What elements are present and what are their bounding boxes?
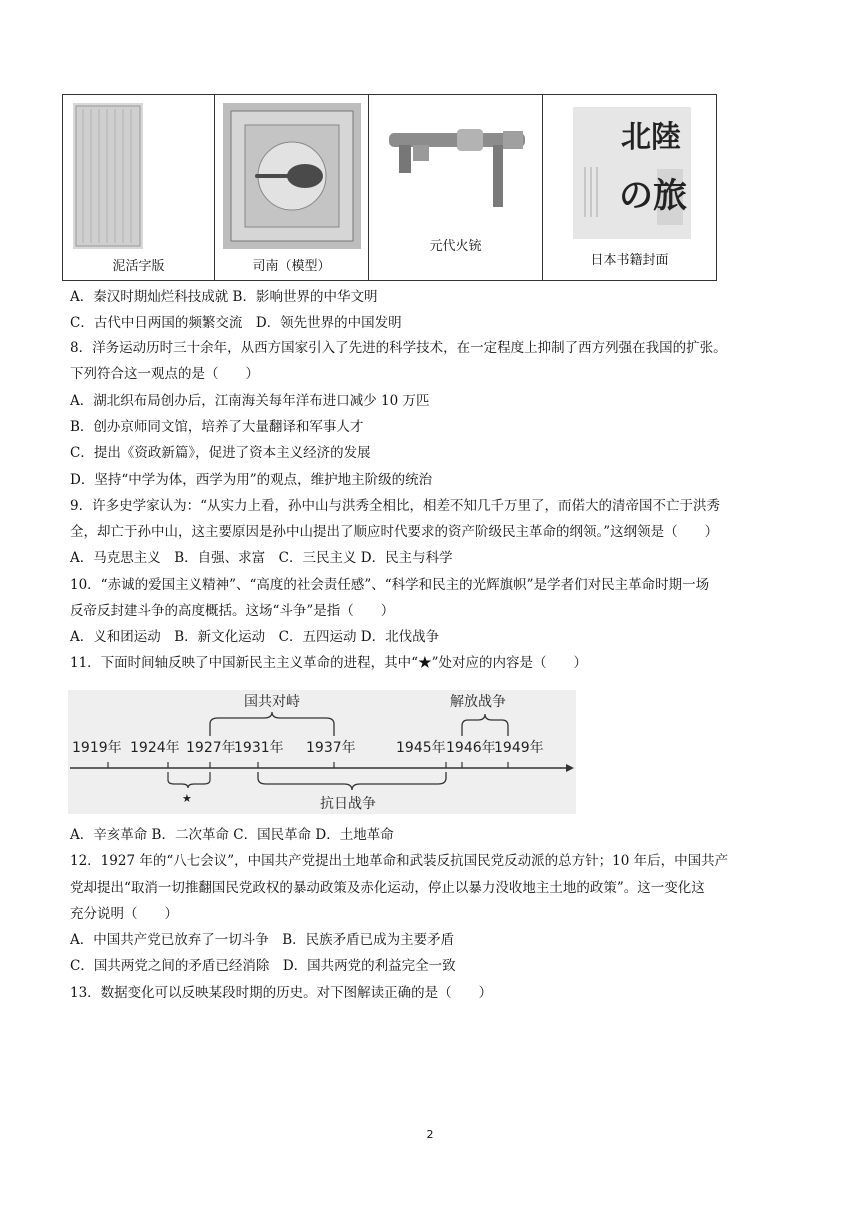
year-label-1945: 1945年 [396, 740, 446, 756]
q12-options-line-1: A．中国共产党已放弃了一切斗争 B．民族矛盾已成为主要矛盾 [70, 932, 455, 948]
book-cover-icon [573, 107, 691, 239]
q8-stem-line-1: 8．洋务运动历时三十余年，从西方国家引入了先进的科学技术，在一定程度上抑制了西方列强在我国的扩张。 [70, 340, 727, 356]
q10-stem-line-1: 10．“赤诚的爱国主义精神”、“高度的社会责任感”、“科学和民主的光辉旗帜”是学者们对民主革命时期一场 [70, 577, 710, 593]
year-label-1924: 1924年 [130, 740, 180, 756]
q8-option-c: C．提出《资政新篇》，促进了资本主义经济的发展 [70, 445, 371, 461]
year-label-1919: 1919年 [72, 740, 122, 756]
label-civil-confrontation: 国共对峙 [244, 694, 300, 710]
year-label-1937: 1937年 [306, 740, 356, 756]
q9-options: A．马克思主义 B．自强、求富 C．三民主义 D．民主与科学 [70, 550, 453, 566]
star-marker: ★ [182, 792, 192, 805]
sinan-compass-icon [223, 103, 361, 249]
q8-option-a: A．湖北织布局创办后，江南海关每年洋布进口减少 10 万匹 [70, 393, 430, 409]
caption-movable-type: 泥活字版 [112, 259, 165, 274]
q7-options-line-2: C．古代中日两国的频繁交流 D．领先世界的中国发明 [70, 315, 402, 331]
q12-options-line-2: C．国共两党之间的矛盾已经消除 D．国共两党的利益完全一致 [70, 958, 456, 974]
q12-stem-line-1: 12．1927 年的“八七会议”，中国共产党提出土地革命和武装反抗国民党反动派的总方针；10 年后，中国共产 [70, 853, 729, 869]
q13-stem: 13．数据变化可以反映某段时期的历史。对下图解读正确的是（ ） [70, 985, 493, 1001]
image-cell-sinan [215, 95, 369, 281]
q11-options: A．辛亥革命 B．二次革命 C．国民革命 D．土地革命 [70, 827, 394, 843]
page-number: 2 [426, 1128, 434, 1141]
q10-options: A．义和团运动 B．新文化运动 C．五四运动 D．北伐战争 [70, 629, 440, 645]
image-cell-book [543, 95, 717, 281]
q9-stem-line-2: 全，却亡于孙中山，这主要原因是孙中山提出了顺应时代要求的资产阶级民主革命的纲领。”这纲领是（ ） [70, 524, 719, 540]
caption-sinan: 司南（模型） [252, 259, 331, 274]
q8-stem-line-2: 下列符合这一观点的是（ ） [70, 366, 259, 382]
timeline-figure [68, 690, 576, 814]
image-table [62, 94, 717, 281]
caption-cannon: 元代火铳 [429, 239, 482, 254]
q10-stem-line-2: 反帝反封建斗争的高度概括。这场“斗争”是指（ ） [70, 603, 395, 619]
label-anti-japanese-war: 抗日战争 [320, 796, 376, 812]
year-label-1931: 1931年 [234, 740, 284, 756]
yuan-cannon-icon [387, 125, 527, 211]
q7-options-line-1: A．秦汉时期灿烂科技成就 B．影响世界的中华文明 [70, 289, 378, 305]
movable-type-plate-icon [73, 103, 143, 249]
year-label-1946: 1946年 [446, 740, 496, 756]
book-title-upper: 北陸 [621, 120, 681, 155]
image-cell-cannon [369, 95, 543, 281]
q11-stem: 11．下面时间轴反映了中国新民主主义革命的进程，其中“★”处对应的内容是（ ） [70, 655, 587, 671]
q12-stem-line-2: 党却提出“取消一切推翻国民党政权的暴动政策及赤化运动，停止以暴力没收地主土地的政策”。这一变化这 [70, 880, 705, 896]
year-label-1927: 1927年 [186, 740, 236, 756]
image-cell-movable-type [63, 95, 215, 281]
q8-option-d: D．坚持“中学为体，西学为用”的观点，维护地主阶级的统治 [70, 472, 433, 488]
label-liberation-war: 解放战争 [450, 694, 506, 710]
q12-stem-line-3: 充分说明（ ） [70, 906, 178, 922]
book-title-lower: の旅 [619, 176, 687, 216]
caption-book: 日本书籍封面 [590, 253, 669, 268]
year-label-1949: 1949年 [494, 740, 544, 756]
q9-stem-line-1: 9．许多史学家认为：“从实力上看，孙中山与洪秀全相比，相差不知几千万里了，而偌大的清帝国不亡于洪秀 [70, 498, 720, 514]
q8-option-b: B．创办京师同文馆，培养了大量翻译和军事人才 [70, 419, 364, 435]
